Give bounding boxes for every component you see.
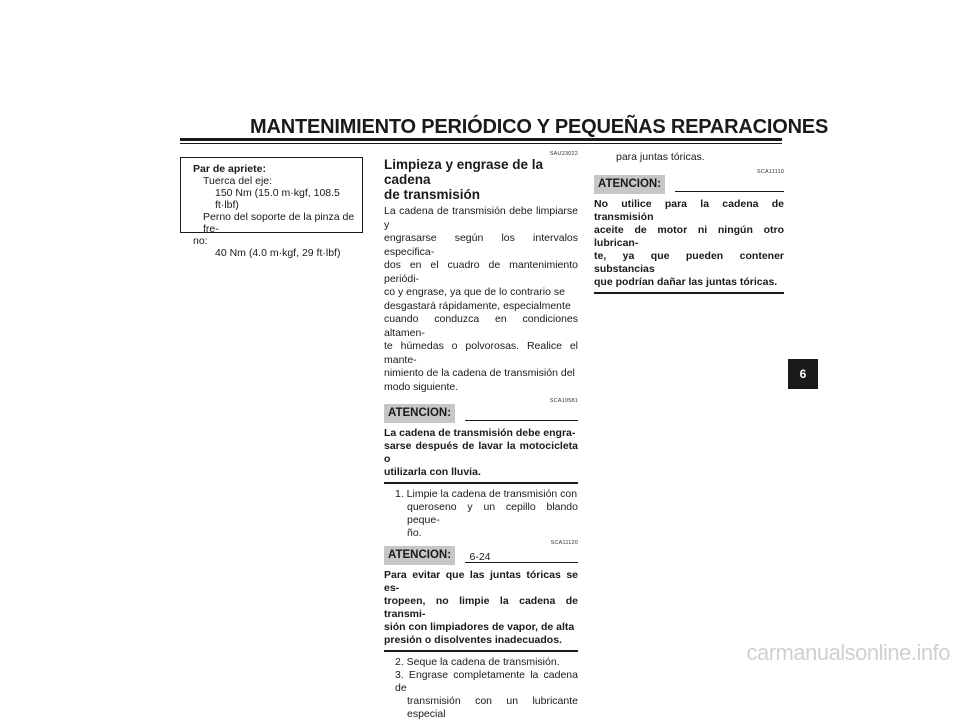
section-code: SAU23022 bbox=[549, 151, 578, 157]
warning-line: utilizarla con lluvia. bbox=[384, 466, 481, 478]
page-title: MANTENIMIENTO PERIÓDICO Y PEQUEÑAS REPARACIONES bbox=[250, 116, 829, 138]
torque-spec-box bbox=[180, 157, 363, 259]
warning-line: aceite de motor ni ningún otro lubrican- bbox=[594, 223, 784, 249]
step-item bbox=[384, 669, 578, 721]
section-intro bbox=[384, 205, 578, 394]
warning-badge: ATENCION: bbox=[594, 175, 665, 194]
watermark: carmanualsonline.info bbox=[746, 640, 950, 665]
torque-line: Perno del soporte de la pinza de fre- bbox=[203, 211, 355, 235]
step-line: 1. Limpie la cadena de transmisión con bbox=[395, 488, 578, 500]
warning-text bbox=[384, 427, 578, 479]
step-item bbox=[384, 656, 578, 669]
column-main bbox=[384, 151, 578, 721]
warning-line: sión con limpiadores de vapor, de alta bbox=[384, 621, 575, 633]
step-line: transmisión con un lubricante especial bbox=[407, 695, 578, 720]
warning-line: tropeen, no limpie la cadena de transmi- bbox=[384, 595, 578, 620]
intro-line: desgastará rápidamente, especialmente bbox=[384, 299, 571, 312]
warning-header bbox=[384, 404, 578, 423]
warning-line: La cadena de transmisión debe engra- bbox=[384, 427, 576, 439]
step-line: 2. Seque la cadena de transmisión. bbox=[395, 656, 560, 668]
intro-line: nimiento de la cadena de transmisión del bbox=[384, 367, 575, 379]
warning-badge: ATENCION: bbox=[384, 546, 455, 565]
step-line: 3. Engrase completamente la cadena de bbox=[395, 669, 578, 694]
intro-line: modo siguiente. bbox=[384, 380, 459, 393]
intro-line: te húmedas o polvorosas. Realice el mante- bbox=[384, 340, 578, 366]
warning-end-rule bbox=[384, 482, 578, 484]
warning-text bbox=[384, 569, 578, 647]
warning-text bbox=[594, 198, 784, 289]
chapter-tab: 6 bbox=[788, 359, 818, 389]
section-title-line: Limpieza y engrase de la cadena bbox=[384, 157, 544, 187]
warning-line: No utilice para la cadena de transmisión bbox=[594, 197, 784, 223]
step-line: ño. bbox=[407, 527, 422, 539]
step-continuation bbox=[384, 501, 578, 540]
section-title-line: de transmisión bbox=[384, 187, 481, 202]
warning-line: presión o disolventes inadecuados. bbox=[384, 634, 562, 646]
intro-line: cuando conduzca en condiciones altamen- bbox=[384, 313, 578, 339]
intro-line: dos en el cuadro de mantenimiento periódi- bbox=[384, 259, 578, 285]
intro-line: La cadena de transmisión debe limpiarse y bbox=[384, 205, 578, 231]
warning-end-rule bbox=[384, 650, 578, 652]
step-line: queroseno y un cepillo blando peque- bbox=[407, 501, 578, 526]
torque-line: 150 Nm (15.0 m·kgf, 108.5 ft·lbf) bbox=[215, 187, 340, 211]
intro-line: co y engrase, ya que de lo contrario se bbox=[384, 286, 565, 298]
warning-line: que podrían dañar las juntas tóricas. bbox=[594, 275, 778, 288]
warning-rule bbox=[675, 191, 784, 192]
warning-line: Para evitar que las juntas tóricas se es- bbox=[384, 569, 578, 594]
warning-code: SCA10581 bbox=[549, 398, 578, 404]
warning-line: sarse después de lavar la motocicleta o bbox=[384, 440, 578, 465]
warning-code: SCA11110 bbox=[757, 168, 784, 175]
page-number: 6-24 bbox=[469, 551, 491, 563]
torque-line: Tuerca del eje: bbox=[203, 175, 273, 187]
intro-line: engrasarse según los intervalos especifica- bbox=[384, 232, 578, 258]
step-continuation: para juntas tóricas. bbox=[616, 151, 705, 163]
warning-header bbox=[594, 175, 784, 194]
column-right bbox=[594, 151, 784, 294]
torque-label: Par de apriete: bbox=[193, 163, 266, 175]
section-title bbox=[384, 157, 578, 202]
torque-line: no: bbox=[193, 235, 208, 247]
warning-line: te, ya que pueden contener substancias bbox=[594, 249, 784, 275]
header-rule-thick bbox=[180, 138, 782, 141]
warning-rule bbox=[465, 420, 578, 421]
step-item bbox=[384, 488, 578, 501]
header-rule-thin bbox=[180, 143, 782, 144]
warning-code: SCA11120 bbox=[550, 540, 578, 546]
torque-line: 40 Nm (4.0 m·kgf, 29 ft·lbf) bbox=[215, 247, 341, 259]
warning-badge: ATENCION: bbox=[384, 404, 455, 423]
warning-end-rule bbox=[594, 292, 784, 294]
